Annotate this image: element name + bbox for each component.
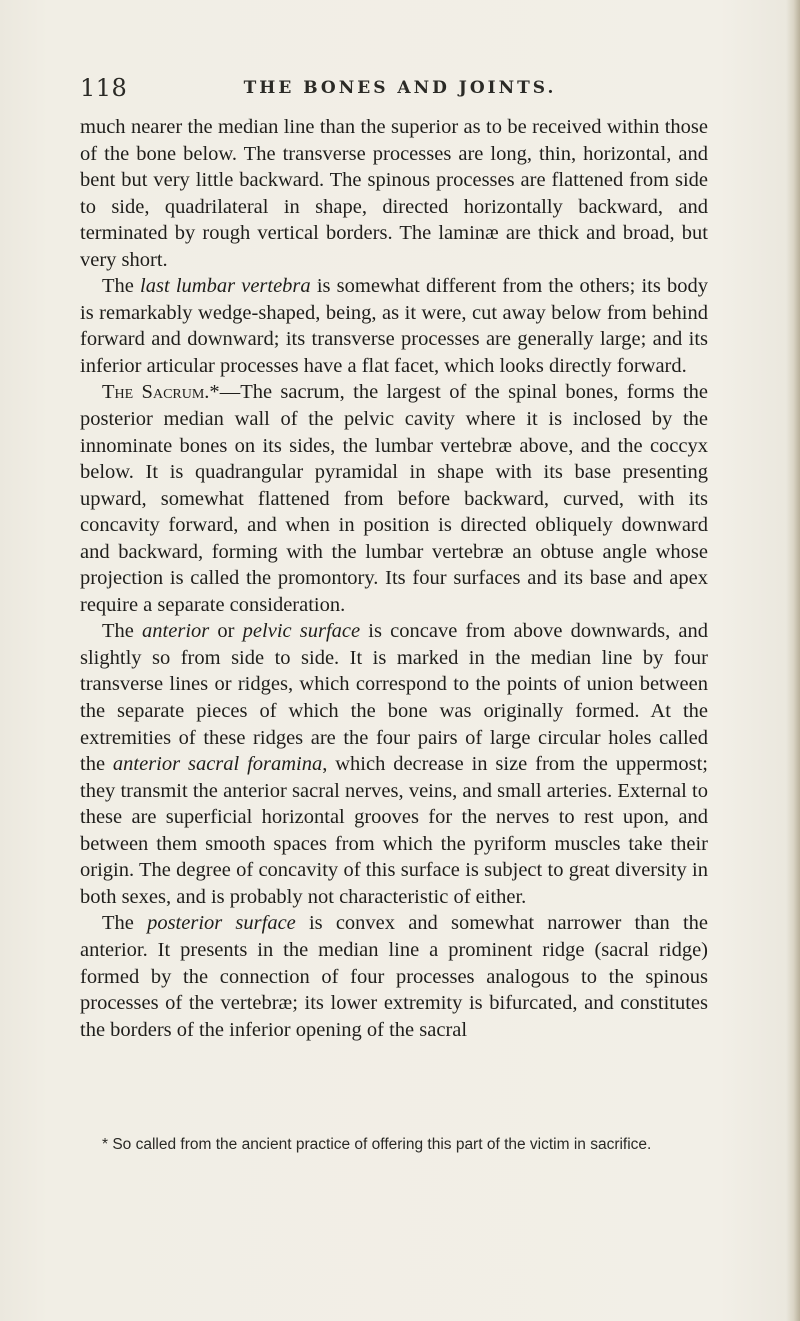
paragraph-sacrum bbox=[80, 379, 708, 618]
italic-term: pelvic surface bbox=[242, 620, 361, 643]
text-run: The bbox=[102, 275, 141, 298]
footnote bbox=[80, 1134, 708, 1155]
text-run: is convex and somewhat narrower than the anterior. It presents in the median line a prominent ridge (sacral ridge) formed by the connection of four processes analogous to the spinous processes of the vertebræ; its lower extremity is bifurcated, and constitutes the borders of the inferior opening of the sacral bbox=[80, 912, 708, 1041]
paragraph-continued: much nearer the median line than the superior as to be received within those of the bone below. The transverse processes are long, thin, horizontal, and bent but very little backward. The spinous processes are flattened from side to side, quadrilateral in shape, directed horizontally backward, and terminated by rough vertical borders. The laminæ are thick and broad, but very short. bbox=[80, 116, 708, 271]
italic-term: anterior bbox=[142, 620, 210, 643]
running-head: THE BONES AND JOINTS. bbox=[243, 78, 557, 98]
paragraph-last-lumbar bbox=[80, 273, 708, 379]
italic-term: anterior sacral foramina bbox=[112, 753, 323, 776]
page-number: 118 bbox=[80, 74, 128, 102]
footnote-text: * So called from the ancient practice of offering this part of the victim in sacrifice. bbox=[102, 1136, 652, 1153]
section-heading: The Sacrum.* bbox=[102, 381, 220, 404]
paragraph-anterior-surface bbox=[80, 618, 708, 910]
italic-term: last lumbar vertebra bbox=[140, 275, 311, 298]
text-run: or bbox=[209, 620, 243, 643]
page-header bbox=[80, 74, 720, 108]
text-run: is concave from above downwards, and slightly so from side to side. It is marked in the median line by four transverse lines or ridges, which correspond to the points of union between the separate pieces of which the bone was originally formed. At the extremities of these ridges are the four pairs of large circular holes called the bbox=[80, 620, 709, 776]
italic-term: posterior surface bbox=[147, 912, 296, 935]
text-run: , which decrease in size from the uppermost; they transmit the anterior sacral nerves, veins, and small arteries. External to these are superficial horizontal grooves for the nerves to rest upon, and between them smooth spaces from which the pyriform muscles take their origin. The degree of concavity of this surface is subject to great diversity in both sexes, and is probably not characteristic of either. bbox=[80, 753, 708, 908]
page-edge-shadow bbox=[786, 0, 800, 1321]
text-run: The bbox=[102, 912, 148, 935]
body-text bbox=[80, 114, 708, 1043]
paragraph-posterior-surface bbox=[80, 910, 708, 1043]
text-run: The bbox=[102, 620, 143, 643]
text-run: —The sacrum, the largest of the spinal bones, forms the posterior median wall of the pelvic cavity where it is inclosed by the innominate bones on its sides, the lumbar vertebræ above, and the coccyx below. It is quadrangular pyramidal in shape with its base presenting upward, somewhat flattened from before backward, curved, with its concavity forward, and when in position is directed obliquely downward and backward, forming with the lumbar vertebræ an obtuse angle whose projection is called the promontory. Its four surfaces and its base and apex require a separate consideration. bbox=[80, 381, 708, 616]
text-run: is somewhat different from the others; its body is remarkably wedge-shaped, being, as it were, cut away below from behind forward and downward; its transverse processes are generally large; and its inferior articular processes have a flat facet, which looks directly forward. bbox=[80, 275, 709, 377]
